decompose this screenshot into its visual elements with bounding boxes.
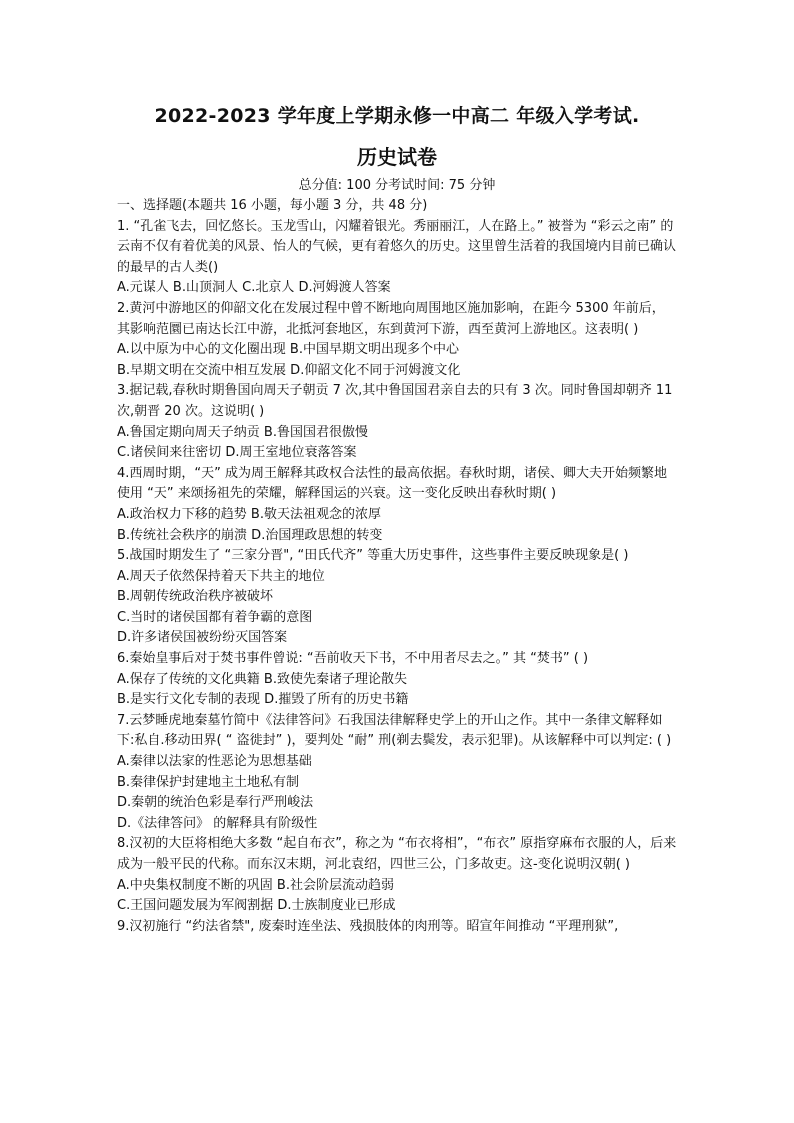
question-options: C.诸侯间来往密切 D.周王室地位衰落答案: [117, 445, 357, 461]
question-options: A.元谋人 B.山顶洞人 C.北京人 D.河姆渡人答案: [117, 280, 391, 296]
question-options: A.以中原为中心的文化圈出现 B.中国早期文明出现多个中心: [117, 342, 459, 358]
question-stem: 1. “孔雀飞去，回忆悠长。玉龙雪山，闪耀着银光。秀丽丽江，人在路上。” 被誉为 “彩云之南” 的云南不仅有着优美的风景、怡人的气候，更有着悠久的历史。这里曾生活着的我国境内目前已确认的最早的古人类(): [117, 218, 677, 275]
question-options: D.秦朝的统治色彩是奉行严刑峻法: [117, 795, 314, 811]
question-options: D.许多诸侯国被纷纷灭国答案: [117, 630, 288, 646]
question-options: B.周朝传统政治秩序被破坏: [117, 589, 274, 605]
question-options: C.当时的诸侯国都有着争霸的意图: [117, 609, 313, 625]
question-stem: 8.汉初的大臣将相绝大多数 “起自布衣”，称之为 “布衣将相”，“布衣” 原指穿麻布衣服的人，后来成为一般平民的代称。而东汉末期，河北袁绍，四世三公，门多故吏。这-变化说明汉朝( ): [117, 836, 677, 872]
question-stem: 2.黄河中游地区的仰韶文化在发展过程中曾不断地向周围地区施加影响，在距今 5300 年前后，其影响范圜已南达长江中游，北抵河套地区，东到黄河下游，西至黄河上游地区。这表明( ): [117, 300, 665, 337]
question-options: B.秦律保护封建地主土地私有制: [117, 774, 300, 790]
question-4: [117, 464, 677, 546]
exam-body: [117, 196, 677, 937]
question-stem: 4.西周时期，“天” 成为周王解释其政权合法性的最高依据。春秋时期，诸侯、卿大夫开始频繁地使用 “天” 来颂扬祖先的荣耀，解释国运的兴衰。这一变化反映出春秋时期( ): [117, 465, 668, 502]
question-options: A.中央集权制度不断的巩固 B.社会阶层流动趋弱: [117, 877, 394, 893]
question-options: B.传统社会秩序的崩溃 D.治国理政思想的转变: [117, 527, 383, 543]
question-6: [117, 649, 677, 711]
question-stem: 6.秦始皇事后对于焚书事件曾说: “吾前收天下书，不中用者尽去之。” 其 “焚书” ( ): [117, 651, 589, 667]
question-9: [117, 917, 677, 938]
question-stem: 5.战国时期发生了 “三家分晋", “田氏代齐” 等重大历史事件，这些事件主要反映现象是( ): [117, 548, 629, 564]
question-stem: 3.据记载,春秋时期鲁国向周天子朝贡 7 次,其中鲁国国君亲自去的只有 3 次。同时鲁国却朝齐 11 次,朝晋 20 次。这说明( ): [117, 383, 673, 419]
question-options: C.王国问题发展为军阀割据 D.士族制度业已形成: [117, 898, 396, 914]
question-options: A.鲁国定期向周天子纳贡 B.鲁国国君很傲慢: [117, 424, 368, 440]
question-stem: 7.云梦睡虎地秦墓竹简中《法律答问》石我国法律解释史学上的开山之作。其中一条律文解释如下:私自.移动田界( “ 盗徙封” )，要判处 “耐” 刑(剃去鬓发，表示犯罪)。从该解释中可以判定: ( ): [117, 712, 672, 749]
question-5: [117, 546, 677, 649]
question-options: D.《法律答问》 的解释具有阶级性: [117, 815, 318, 831]
question-1: [117, 217, 677, 299]
question-3: [117, 381, 677, 463]
exam-meta: 总分值: 100 分考试时间: 75 分钟: [298, 178, 496, 193]
question-options: A.秦律以法家的性恶论为思想基础: [117, 754, 312, 770]
question-options: B.早期文明在交流中相互发展 D.仰韶文化不同于河姆渡文化: [117, 362, 461, 378]
question-7: [117, 711, 677, 835]
question-8: [117, 834, 677, 916]
question-stem: 9.汉初施行 “约法省禁", 废秦时连坐法、残损肢体的肉刑等。昭宣年间推动 “平理刑狱”,: [117, 918, 619, 934]
exam-title: 2022-2023 学年度上学期永修一中高二 年级入学考试.: [154, 105, 640, 127]
question-options: A.政治权力下移的趋势 B.敬天法祖观念的浓厚: [117, 506, 381, 522]
exam-subject: 历史试卷: [357, 145, 437, 169]
question-options: B.是实行文化专制的表现 D.摧毁了所有的历史书籍: [117, 692, 409, 708]
question-2: [117, 299, 677, 381]
section-heading: 一、选择题(本题共 16 小题，每小题 3 分，共 48 分): [117, 198, 428, 213]
question-options: A.保存了传统的文化典籍 B.致使先秦诸子理论散失: [117, 671, 407, 687]
question-options: A.周天子依然保持着天下共主的地位: [117, 568, 325, 584]
